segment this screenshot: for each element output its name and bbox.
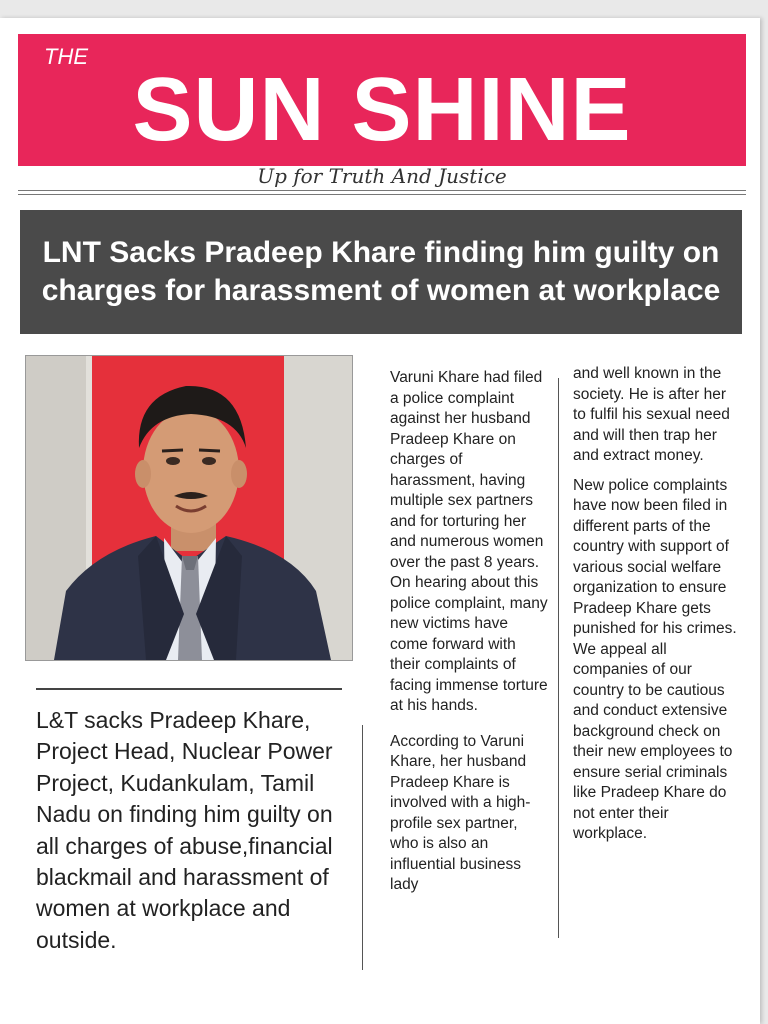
column2-paragraph-1: and well known in the society. He is after her to fulfil his sexual need and will then trap her and extract money. — [573, 365, 730, 464]
headline — [20, 210, 742, 334]
headline-text: LNT Sacks Pradeep Khare finding him guilty on charges for harassment of women at workplace — [41, 236, 721, 307]
column-divider-right — [558, 378, 559, 938]
masthead-the: THE — [44, 44, 88, 69]
column1-paragraph-2: According to Varuni Khare, her husband Pradeep Khare is involved with a high-profile sex partner, who is also an influential business lady — [390, 732, 531, 893]
portrait-photo-icon — [26, 356, 352, 660]
tagline-rule-bottom — [18, 194, 746, 195]
photo-caption: L&T sacks Pradeep Khare, Project Head, Nuclear Power Project, Kudankulam, Tamil Nadu on finding him guilty on all charges of abuse,financial blackmail and harassment of women at workplace and outside. — [36, 707, 333, 953]
portrait-photo — [25, 355, 353, 661]
article-column-2 — [573, 364, 738, 845]
caption-rule — [36, 688, 342, 690]
tagline-rule-top — [18, 190, 746, 191]
masthead — [18, 34, 746, 166]
column1-paragraph-1: Varuni Khare had filed a police complaint against her husband Pradeep Khare on charges of harassment, having multiple sex partners and for torturing her and numerous women over the past 8 years. On hearing about this police complaint, many new victims have come forward with their complaints of facing immense torture at his hands. — [390, 369, 548, 714]
column-divider-left — [362, 725, 363, 970]
article-column-1 — [390, 368, 550, 896]
newspaper-name: SUN SHINE — [132, 60, 632, 160]
tagline: Up for Truth And Justice — [257, 164, 507, 188]
column2-paragraph-2: New police complaints have now been filed in different parts of the country with support of various social welfare organization to ensure Pradeep Khare gets punished for his crimes. We appeal all companies of our country to be cautious and conduct extensive background check on their new employees to ensure serial criminals like Pradeep Khare do not enter their workplace. — [573, 476, 737, 842]
